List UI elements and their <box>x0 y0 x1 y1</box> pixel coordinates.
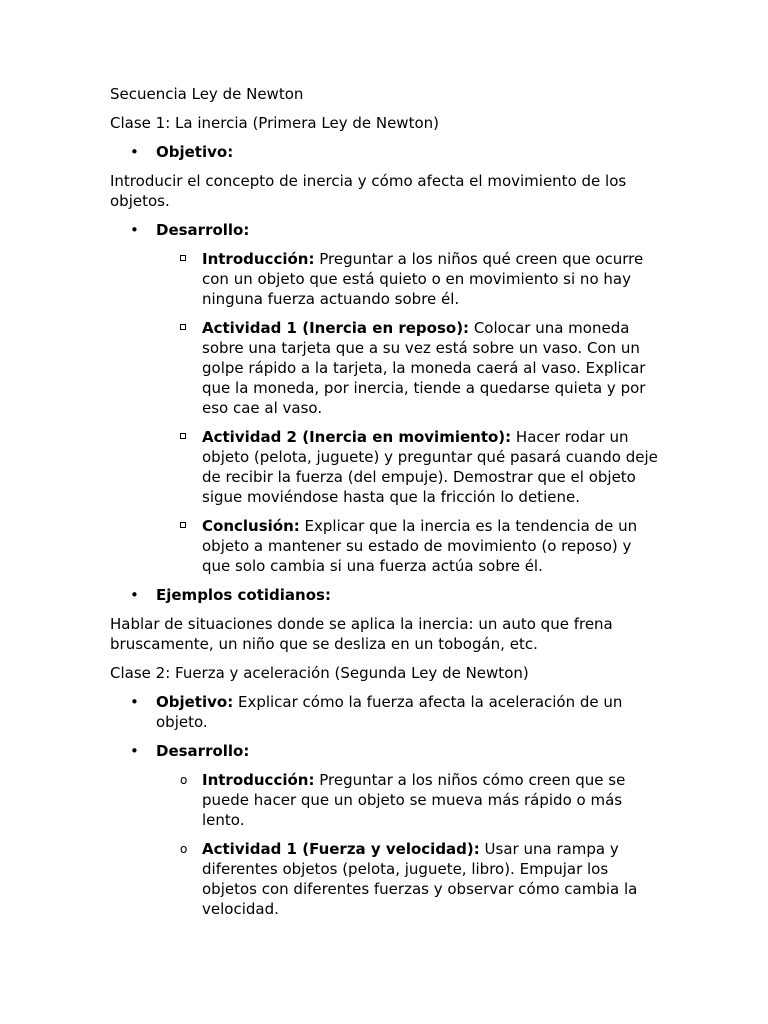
clase1-ejemplos-text: Hablar de situaciones donde se aplica la inercia: un auto que frena bruscamente, un niño que se desliza en un tobogán, etc. <box>110 615 613 653</box>
subitem-label: Actividad 1 (Fuerza y velocidad): <box>202 840 480 858</box>
clase1-subitem <box>110 516 662 576</box>
subitem-text: Colocar una moneda sobre una tarjeta que a su vez está sobre un vaso. Con un golpe rápido a la tarjeta, la moneda caerá al vaso. Explicar que la moneda, por inercia, tiende a quedarse quieta y por eso cae al vaso. <box>202 319 646 417</box>
clase1-heading: Clase 1: La inercia (Primera Ley de Newton) <box>110 114 439 132</box>
subitem-label: Actividad 2 (Inercia en movimiento): <box>202 428 512 446</box>
clase1-desarrollo-label: Desarrollo: <box>156 221 250 239</box>
subitem-text: Preguntar a los niños cómo creen que se puede hacer que un objeto se mueva más rápido o más lento. <box>202 771 626 829</box>
clase2-heading: Clase 2: Fuerza y aceleración (Segunda Ley de Newton) <box>110 664 529 682</box>
clase1-subitem <box>110 318 662 418</box>
clase2-subitem <box>110 839 662 919</box>
clase2-objetivo-item <box>110 692 662 732</box>
bullet-marker: • <box>130 221 139 239</box>
clase2-objetivo-label: Objetivo: <box>156 693 234 711</box>
bullet-marker: • <box>130 143 139 161</box>
clase1-objetivo-text: Introducir el concepto de inercia y cómo afecta el movimiento de los objetos. <box>110 172 627 210</box>
clase2-objetivo-text: Explicar cómo la fuerza afecta la aceleración de un objeto. <box>156 693 623 731</box>
square-bullet-icon <box>180 522 186 528</box>
square-bullet-icon <box>180 255 186 261</box>
subitem-label: Introducción: <box>202 250 315 268</box>
square-bullet-icon <box>180 324 186 330</box>
clase1-ejemplos-label: Ejemplos cotidianos: <box>156 586 331 604</box>
clase1-subitem <box>110 249 662 309</box>
clase1-objetivo-item <box>110 142 662 162</box>
circle-bullet-marker: o <box>180 842 188 856</box>
clase1-desarrollo-item <box>110 220 662 240</box>
subitem-text: Usar una rampa y diferentes objetos (pelota, juguete, libro). Empujar los objetos con diferentes fuerzas y observar cómo cambia la velocidad. <box>202 840 638 918</box>
circle-bullet-marker: o <box>180 773 188 787</box>
document-page <box>110 84 662 928</box>
clase2-desarrollo-item <box>110 741 662 761</box>
subitem-text: Preguntar a los niños qué creen que ocurre con un objeto que está quieto o en movimiento si no hay ninguna fuerza actuando sobre él. <box>202 250 644 308</box>
clase1-objetivo-label: Objetivo: <box>156 143 234 161</box>
subitem-label: Actividad 1 (Inercia en reposo): <box>202 319 470 337</box>
clase2-subitem <box>110 770 662 830</box>
subitem-label: Introducción: <box>202 771 315 789</box>
clase2-desarrollo-label: Desarrollo: <box>156 742 250 760</box>
subitem-text: Hacer rodar un objeto (pelota, juguete) y preguntar qué pasará cuando deje de recibir la fuerza (del empuje). Demostrar que el objeto sigue moviéndose hasta que la fricción lo detiene. <box>202 428 658 506</box>
bullet-marker: • <box>130 742 139 760</box>
square-bullet-icon <box>180 433 186 439</box>
subitem-label: Conclusión: <box>202 517 300 535</box>
subitem-text: Explicar que la inercia es la tendencia de un objeto a mantener su estado de movimiento (o reposo) y que solo cambia si una fuerza actúa sobre él. <box>202 517 638 575</box>
bullet-marker: • <box>130 693 139 711</box>
clase1-subitem <box>110 427 662 507</box>
clase1-ejemplos-item <box>110 585 662 605</box>
document-title: Secuencia Ley de Newton <box>110 85 304 103</box>
bullet-marker: • <box>130 586 139 604</box>
